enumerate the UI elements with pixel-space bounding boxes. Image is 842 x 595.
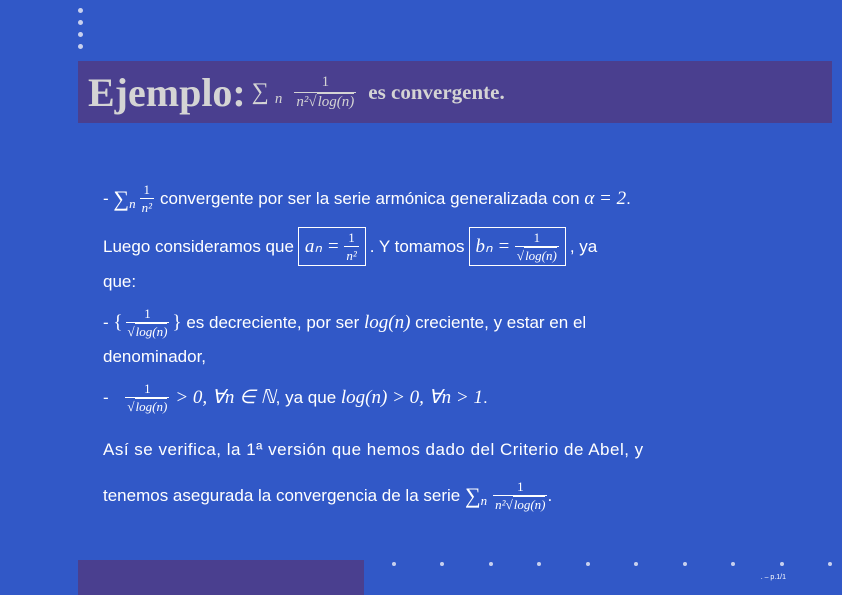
- nav-dot[interactable]: [586, 562, 590, 566]
- line-1: [103, 183, 631, 214]
- sum-index: n: [480, 492, 488, 508]
- nav-dot[interactable]: [634, 562, 638, 566]
- line-1-text: convergente por ser la serie armónica generalizada con: [160, 188, 580, 208]
- sum-symbol: ∑: [113, 185, 130, 211]
- line-8-text: tenemos asegurada la convergencia de la serie: [103, 485, 461, 505]
- frac-num: 1: [143, 182, 151, 197]
- bn-fraction: [515, 231, 559, 262]
- period: .: [626, 188, 631, 208]
- period: .: [482, 387, 488, 407]
- nav-dot[interactable]: [828, 562, 832, 566]
- den-n2: n²: [495, 497, 506, 512]
- sqrt-symbol: √: [516, 248, 525, 263]
- open-brace: {: [113, 311, 123, 333]
- title-tail: es convergente.: [368, 79, 505, 104]
- dash: -: [103, 188, 109, 208]
- line-7: [103, 440, 644, 460]
- decreasing-fraction: [126, 307, 170, 338]
- dash: -: [103, 312, 109, 332]
- bn-den-log: log(n): [525, 248, 557, 263]
- title-den-n2: n²: [296, 93, 309, 110]
- line-5-text: denominador,: [103, 347, 207, 366]
- sqrt-symbol: √: [127, 399, 135, 414]
- top-navigation-dots: [78, 8, 86, 56]
- line-7-text: Así se verifica, la 1ª versión que hemos dado del Criterio de Abel, y: [103, 440, 644, 459]
- den-log: log(n): [513, 497, 546, 512]
- an-num: 1: [348, 230, 355, 245]
- line-5: [103, 347, 206, 367]
- nav-dot[interactable]: [78, 44, 83, 49]
- alpha-math: α = 2: [584, 187, 627, 209]
- positive-fraction: [125, 382, 169, 413]
- nav-dot[interactable]: [440, 562, 444, 566]
- an-fraction: [344, 231, 358, 262]
- frac-den: [493, 495, 547, 511]
- line-4: [103, 307, 586, 338]
- frac-den-log: log(n): [135, 399, 168, 414]
- sqrt-symbol: √: [505, 497, 513, 512]
- close-brace: }: [172, 311, 182, 333]
- title-sum-index: n: [274, 90, 283, 107]
- nav-dot[interactable]: [731, 562, 735, 566]
- an-definition-box: [298, 227, 366, 266]
- nav-dot[interactable]: [489, 562, 493, 566]
- title-den-log: log(n): [317, 93, 355, 110]
- frac-num: 1: [144, 381, 151, 396]
- line-3: [103, 272, 136, 292]
- dash: -: [103, 387, 109, 407]
- sum-symbol: ∑: [464, 482, 481, 508]
- frac-den-log: log(n): [135, 324, 168, 339]
- frac-num: 1: [517, 479, 524, 494]
- an-den: n²: [346, 248, 357, 263]
- title-frac-num: 1: [321, 73, 330, 90]
- line-8: [103, 480, 552, 511]
- nav-dot[interactable]: [78, 32, 83, 37]
- page-number: . – p.1/1: [760, 574, 786, 581]
- nav-dot[interactable]: [537, 562, 541, 566]
- fraction: [140, 183, 154, 214]
- slide-title: [88, 62, 505, 122]
- an-lhs: aₙ =: [304, 236, 340, 257]
- bn-num: 1: [533, 230, 541, 245]
- sum-index: n: [129, 195, 136, 211]
- line-2-text-b: . Y tomamos: [369, 236, 465, 256]
- frac-den: n²: [141, 200, 152, 215]
- title-word: Ejemplo:: [88, 69, 246, 115]
- bn-den: [515, 246, 559, 262]
- period: .: [547, 485, 553, 505]
- nav-dot[interactable]: [78, 8, 83, 13]
- bn-lhs: bₙ =: [475, 236, 511, 257]
- log-math: log(n): [363, 311, 411, 333]
- nav-dot[interactable]: [780, 562, 784, 566]
- line-3-text: que:: [103, 272, 137, 291]
- bottom-navigation-dots: [392, 562, 832, 566]
- title-fraction: [294, 75, 356, 110]
- line-6: [103, 382, 488, 413]
- line-6-text: , ya que: [275, 387, 337, 407]
- footer-bar: [78, 560, 364, 595]
- title-sum-symbol: ∑: [251, 78, 269, 105]
- sqrt-symbol: √: [308, 93, 317, 110]
- line-2-text-a: Luego consideramos que: [103, 236, 294, 256]
- line-4-text-b: creciente, y estar en el: [415, 312, 587, 332]
- series-fraction: [493, 480, 547, 511]
- line-2-text-c: , ya: [569, 236, 598, 256]
- positivity-math: > 0, ∀n ∈ ℕ: [175, 387, 276, 408]
- nav-dot[interactable]: [78, 20, 83, 25]
- frac-den: [125, 397, 169, 413]
- line-4-text-a: es decreciente, por ser: [186, 312, 360, 332]
- frac-den: [126, 322, 170, 338]
- log-positive-math: log(n) > 0, ∀n > 1: [340, 387, 483, 408]
- line-2: [103, 227, 597, 266]
- sqrt-symbol: √: [127, 324, 135, 339]
- nav-dot[interactable]: [683, 562, 687, 566]
- bn-definition-box: [469, 227, 566, 266]
- frac-num: 1: [144, 306, 151, 321]
- title-frac-den: [294, 92, 356, 110]
- nav-dot[interactable]: [392, 562, 396, 566]
